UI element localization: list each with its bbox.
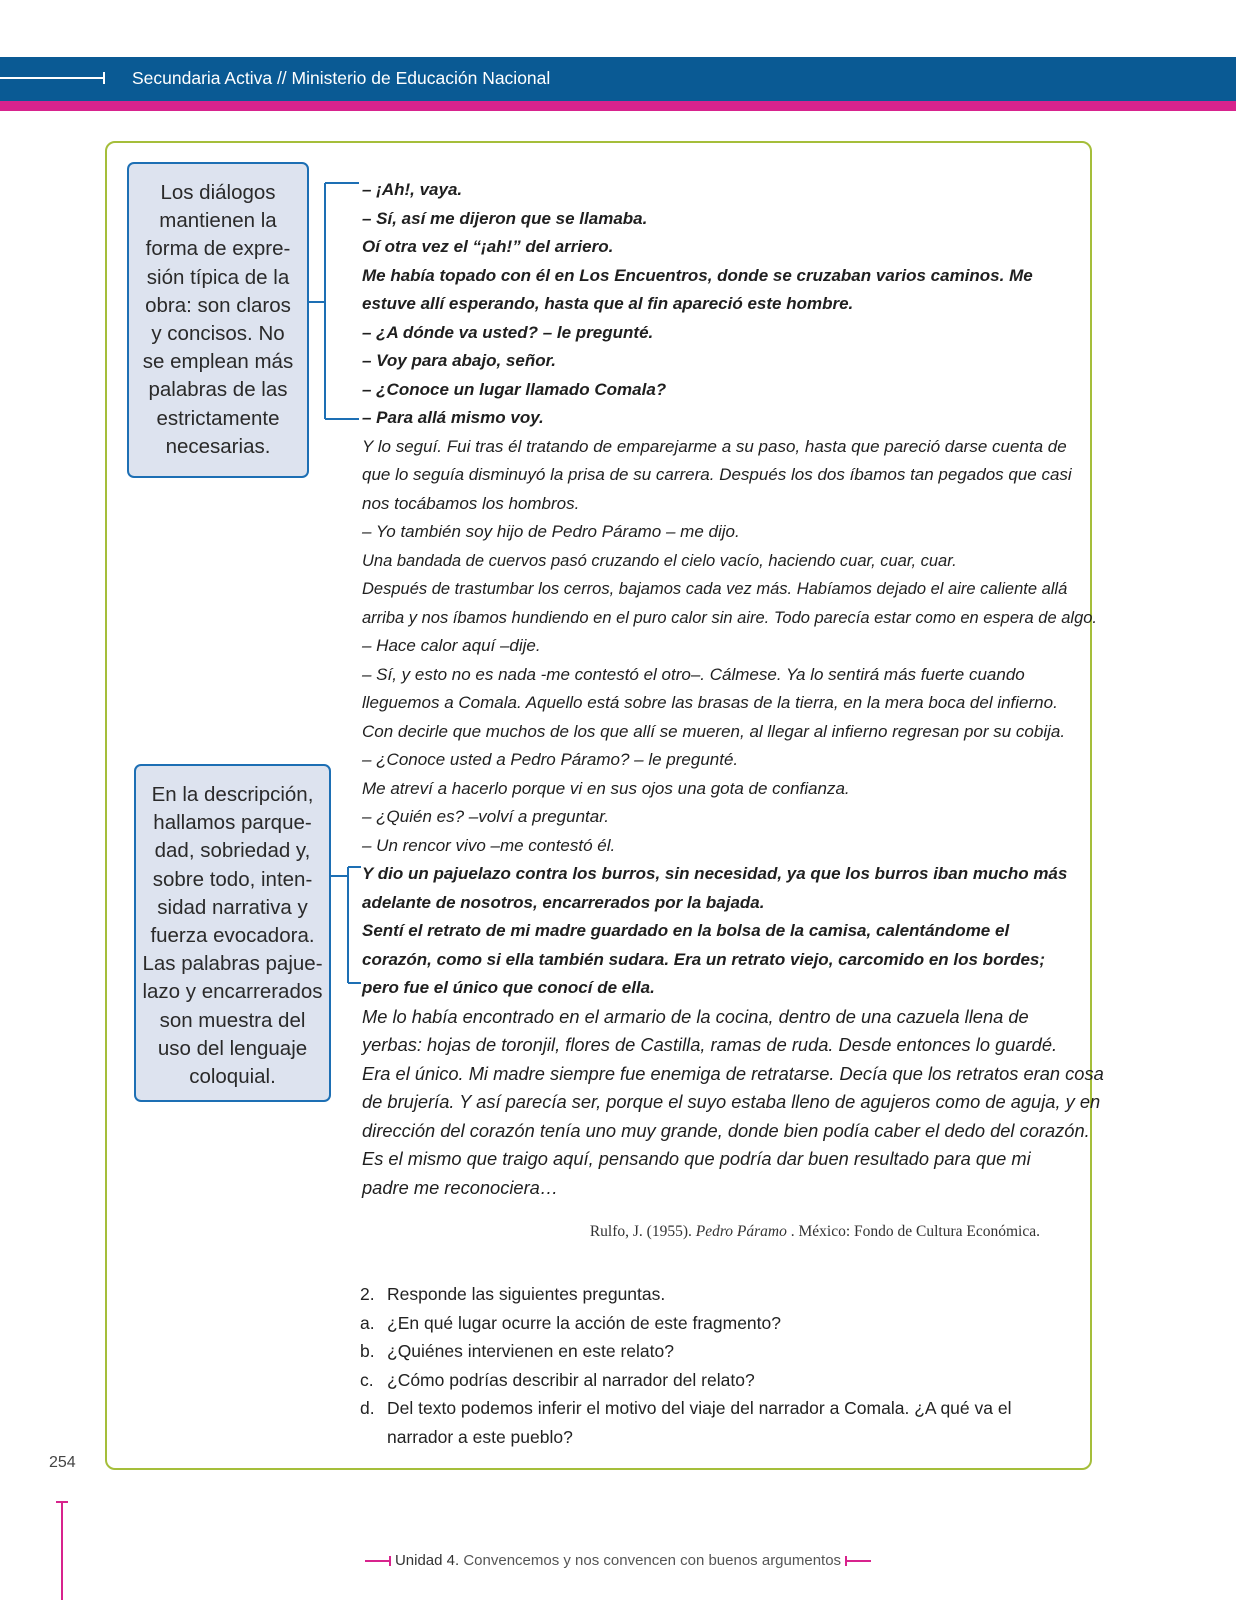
- excerpt-line: Después de trastumbar los cerros, bajamos cada vez más. Habíamos dejado el aire caliente allá: [362, 580, 1068, 598]
- excerpt-line: – ¿A dónde va usted? – le pregunté.: [362, 322, 654, 342]
- question-text: ¿Cómo podrías describir al narrador del relato?: [387, 1369, 755, 1390]
- excerpt-line: yerbas: hojas de toronjil, flores de Castilla, ramas de ruda. Desde entonces lo guardé.: [362, 1034, 1058, 1055]
- note-line: se emplean más: [142, 350, 294, 374]
- note-line: necesarias.: [165, 434, 271, 458]
- excerpt-line: – Hace calor aquí –dije.: [362, 636, 541, 655]
- question-text: Responde las siguientes preguntas.: [387, 1284, 666, 1304]
- excerpt-line: – Sí, así me dijeron que se llamaba.: [362, 208, 648, 228]
- question-number: b.: [360, 1341, 375, 1361]
- bracket-dialogues: [309, 183, 359, 419]
- question-text: Del texto podemos inferir el motivo del viaje del narrador a Comala. ¿A qué va el narrador a este pueblo?: [387, 1398, 1012, 1447]
- note-line: Los diálogos: [160, 181, 276, 204]
- citation-publisher: . México: Fondo de Cultura Económica.: [790, 1223, 1040, 1240]
- excerpt-line: padre me reconociera…: [362, 1176, 559, 1198]
- excerpt-line: – Voy para abajo, señor.: [362, 351, 557, 370]
- footer-unit-title: Convencemos y nos convencen con buenos argumentos: [463, 1552, 842, 1569]
- margin-rule: [61, 1501, 63, 1600]
- question-list: [360, 1280, 1080, 1451]
- question-text: ¿En qué lugar ocurre la acción de este fragmento?: [387, 1312, 781, 1333]
- excerpt-line: Me había topado con él en Los Encuentros, donde se cruzaban varios caminos. Me: [362, 265, 1033, 285]
- excerpt-line: dirección del corazón tenía uno muy grande, donde bien podía caber el dedo del corazón.: [362, 1119, 1090, 1141]
- excerpt-line: Sentí el retrato de mi madre guardado en la bolsa de la camisa, calentándome el: [362, 921, 1010, 940]
- question-item: [360, 1394, 1080, 1451]
- question-number: d.: [360, 1398, 375, 1418]
- note-line: lazo y encarrerados: [142, 980, 323, 1004]
- bibliographic-citation: [540, 1221, 1040, 1243]
- question-item: [360, 1337, 1080, 1366]
- question-number: 2.: [360, 1284, 375, 1304]
- excerpt-line: Me lo había encontrado en el armario de la cocina, dentro de una cazuela llena de: [362, 1005, 1029, 1027]
- excerpt-line: corazón, como si ella también sudara. Era un retrato viejo, carcomido en los bordes;: [362, 949, 1046, 969]
- bracket-description: [331, 867, 361, 983]
- excerpt-line: – Para allá mismo voy.: [362, 408, 544, 427]
- excerpt-line: de brujería. Y así parecía ser, porque el suyo estaba lleno de agujeros como de aguja, y en: [362, 1091, 1101, 1112]
- note-line: forma de expre-: [145, 237, 291, 261]
- note-line: hallamos parque-: [153, 811, 312, 835]
- excerpt-line: Una bandada de cuervos pasó cruzando el cielo vacío, haciendo cuar, cuar, cuar.: [362, 551, 957, 570]
- excerpt-line: nos tocábamos los hombros.: [362, 493, 580, 513]
- note-line: mantienen la: [159, 209, 277, 233]
- excerpt-line: arriba y nos íbamos hundiendo en el puro calor sin aire. Todo parecía estar como en espera de algo.: [362, 608, 1098, 627]
- note-line: y concisos. No: [151, 322, 285, 346]
- excerpt-line: – ¿Quién es? –volví a preguntar.: [362, 807, 609, 826]
- excerpt-line: estuve allí esperando, hasta que al fin apareció este hombre.: [362, 294, 854, 313]
- question-number: c.: [360, 1369, 374, 1390]
- note-line: obra: son claros: [145, 293, 291, 317]
- excerpt-line: Es el mismo que traigo aquí, pensando que podría dar buen resultado para que mi: [362, 1148, 1031, 1169]
- question-number: a.: [360, 1312, 375, 1333]
- question-item: [360, 1309, 1080, 1338]
- excerpt-line: Me atreví a hacerlo porque vi en sus ojos una gota de confianza.: [362, 778, 850, 798]
- excerpt-line: pero fue el único que conocí de ella.: [362, 978, 655, 997]
- question-item: [360, 1280, 1080, 1309]
- note-line: Las palabras pajue-: [142, 952, 323, 976]
- footer-unit-label: Unidad 4.: [394, 1552, 460, 1569]
- excerpt-line: – Un rencor vivo –me contestó él.: [362, 835, 616, 855]
- excerpt-line: – ¡Ah!, vaya.: [362, 180, 463, 199]
- note-line: fuerza evocadora.: [150, 924, 315, 948]
- note-line: estrictamente: [156, 406, 280, 430]
- footer-dash-right: [845, 1560, 871, 1562]
- header-title: Secundaria Activa // Ministerio de Educación Nacional: [132, 68, 551, 88]
- excerpt-line: – Yo también soy hijo de Pedro Páramo – me dijo.: [362, 522, 740, 541]
- note-line: coloquial.: [189, 1065, 276, 1089]
- note-line: sidad narrativa y: [157, 895, 308, 919]
- note-line: son muestra del: [159, 1008, 306, 1032]
- question-text: ¿Quiénes intervienen en este relato?: [387, 1341, 674, 1361]
- excerpt-line: – Sí, y esto no es nada -me contestó el otro–. Cálmese. Ya lo sentirá más fuerte cuando: [362, 664, 1025, 684]
- question-item: [360, 1366, 1080, 1395]
- footer-dash-left: [365, 1560, 391, 1562]
- note-line: sobre todo, inten-: [152, 867, 313, 891]
- excerpt-line: Y lo seguí. Fui tras él tratando de emparejarme a su paso, hasta que pareció darse cuenta de: [362, 436, 1067, 456]
- note-line: dad, sobriedad y,: [154, 839, 311, 863]
- excerpt-line: lleguemos a Comala. Aquello está sobre las brasas de la tierra, en la mera boca del infierno.: [362, 693, 1058, 712]
- footer: [0, 1552, 1236, 1569]
- excerpt-line: Oí otra vez el “¡ah!” del arriero.: [362, 237, 614, 256]
- excerpt-line: – ¿Conoce un lugar llamado Comala?: [362, 379, 667, 399]
- novel-excerpt: [362, 176, 1104, 1202]
- excerpt-line: – ¿Conoce usted a Pedro Páramo? – le pregunté.: [362, 750, 739, 769]
- excerpt-line: adelante de nosotros, encarrerados por la bajada.: [362, 892, 765, 912]
- excerpt-line: Con decirle que muchos de los que allí se mueren, al llegar al infierno regresan por su cobija.: [362, 721, 1066, 741]
- citation-author: Rulfo, J. (1955).: [589, 1223, 692, 1240]
- note-line: En la descripción,: [151, 783, 314, 806]
- citation-work: Pedro Páramo: [695, 1223, 787, 1240]
- page-number: 254: [49, 1454, 76, 1471]
- note-line: uso del lenguaje: [157, 1036, 308, 1060]
- note-line: palabras de las: [148, 378, 288, 402]
- note-line: sión típica de la: [146, 265, 290, 289]
- excerpt-line: que lo seguía disminuyó la prisa de su carrera. Después los dos íbamos tan pegados que casi: [362, 465, 1072, 484]
- excerpt-line: Era el único. Mi madre siempre fue enemiga de retratarse. Decía que los retratos eran cosa: [362, 1062, 1104, 1084]
- excerpt-line: Y dio un pajuelazo contra los burros, sin necesidad, ya que los burros iban mucho más: [362, 864, 1068, 883]
